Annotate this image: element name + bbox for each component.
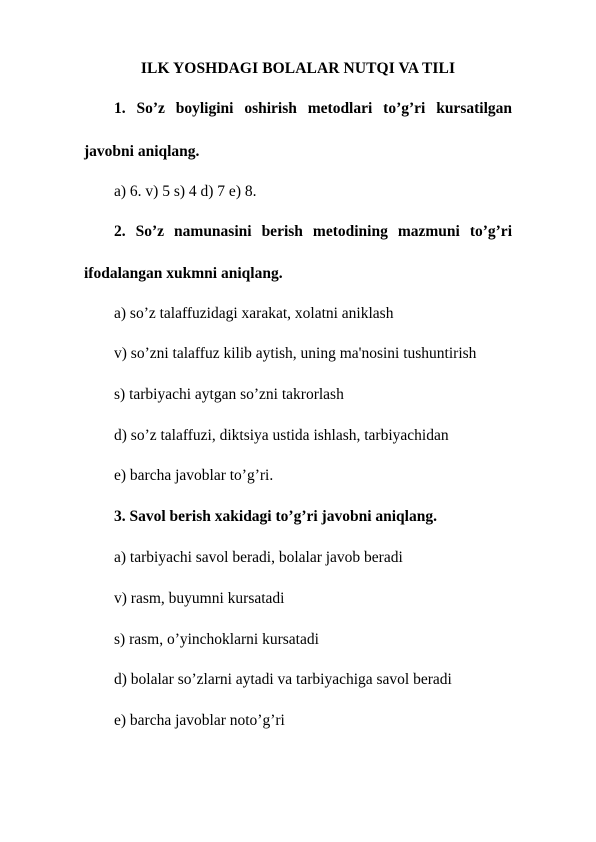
question-3-text: 3. Savol berish xakidagi to’g’ri javobni aniqlang.	[114, 508, 437, 525]
question-2-text-cont: ifodalangan xukmni aniqlang.	[84, 265, 283, 282]
question-3-answer-d: d) bolalar so’zlarni aytadi va tarbiyachiga savol beradi	[114, 671, 452, 688]
question-2-answer-a: a) so’z talaffuzidagi xarakat, xolatni aniklash	[114, 305, 394, 322]
question-3-answer-v: v) rasm, buyumni kursatadi	[114, 590, 285, 607]
question-1-answers: a) 6. v) 5 s) 4 d) 7 e) 8.	[114, 183, 257, 200]
question-2-answer-d: d) so’z talaffuzi, diktsiya ustida ishlash, tarbiyachidan	[114, 427, 449, 444]
question-2-answer-v: v) so’zni talaffuz kilib aytish, uning ma'nosini tushuntirish	[114, 345, 477, 362]
page-title: ILK YOSHDAGI BOLALAR NUTQI VA TILI	[140, 60, 456, 77]
question-2-text: 2. So’z namunasini berish metodining mazmuni to’g’ri	[114, 223, 512, 240]
question-3-answer-a: a) tarbiyachi savol beradi, bolalar javob beradi	[114, 549, 403, 566]
question-2-answer-e: e) barcha javoblar to’g’ri.	[114, 467, 274, 484]
question-2-answer-s: s) tarbiyachi aytgan so’zni takrorlash	[114, 386, 344, 403]
question-1-text-cont: javobni aniqlang.	[84, 143, 200, 160]
question-3-answer-e: e) barcha javoblar noto’g’ri	[114, 712, 285, 729]
question-1-text: 1. So’z boyligini oshirish metodlari to’g’ri kursatilgan	[114, 100, 512, 117]
question-3-answer-s: s) rasm, o’yinchoklarni kursatadi	[114, 631, 319, 648]
